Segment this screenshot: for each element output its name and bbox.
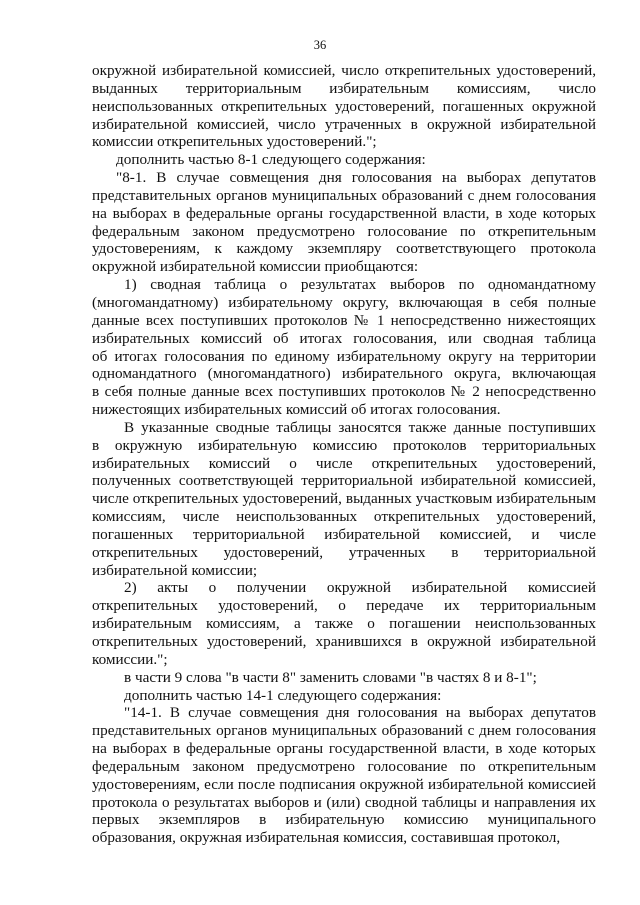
text-line: "14-1. В случае совмещения дня голосования на выборах депутатов — [124, 704, 596, 722]
text-line: окружной избирательной комиссией, число открепительных удостоверений, — [92, 62, 596, 79]
text-line: избирательных комиссий о числе открепительных удостоверений, — [92, 454, 596, 472]
paragraph — [92, 62, 596, 151]
text-line: комиссии."; — [92, 650, 168, 668]
text-line: "8-1. В случае совмещения дня голосования на выборах депутатов — [116, 169, 596, 187]
text-line: В указанные сводные таблицы заносятся также данные поступивших — [124, 418, 596, 436]
text-line: (многомандатному) избирательному округу, включающая в себя полные — [92, 293, 596, 311]
text-line: числе открепительных удостоверений, выданных участковым избирательным — [92, 490, 596, 508]
paragraph — [92, 579, 596, 668]
paragraph — [92, 419, 596, 580]
text-line: полученных соответствующей территориальной избирательной комиссией, — [92, 472, 596, 490]
text-line: нижестоящих избирательных комиссий об итогах голосования. — [92, 401, 501, 419]
text-line: избирательным комиссиям, а также о погашении неиспользованных — [92, 615, 596, 633]
text-line: в части 9 слова "в части 8" заменить словами "в частях 8 и 8-1"; — [124, 668, 537, 686]
text-line: избирательной комиссии; — [92, 561, 258, 579]
text-line: открепительных удостоверений, о передаче их территориальным — [92, 597, 596, 615]
paragraph — [92, 151, 596, 169]
text-line: федеральным законом предусмотрено голосование по открепительным — [92, 757, 596, 775]
text-line: избирательной комиссией, число утраченных в окружной избирательной — [92, 115, 596, 133]
text-line: 2) акты о получении окружной избирательной комиссией — [124, 579, 596, 597]
text-line: федеральным законом предусмотрено голосование по открепительным — [92, 222, 596, 240]
text-line: избирательных комиссий об итогах голосования, или сводная таблица — [92, 329, 596, 347]
text-line: 1) сводная таблица о результатах выборов по одномандатному — [124, 276, 596, 294]
text-line: выданных территориальным избирательным комиссиям, число — [92, 79, 596, 97]
text-line: об итогах голосования по единому избирательному округу на территории — [92, 347, 596, 365]
text-line: в окружную избирательную комиссию протоколов территориальных — [92, 436, 596, 454]
paragraph — [92, 169, 596, 276]
text-line: окружной избирательной комиссии приобщаются: — [92, 258, 419, 276]
text-line: представительных органов муниципальных образований с днем голосования — [92, 722, 596, 740]
text-line: образования, окружная избирательная комиссия, составившая протокол, — [92, 829, 561, 847]
text-line: открепительных удостоверений, утраченных в территориальной — [92, 543, 596, 561]
text-line: удостоверениям, если после подписания окружной избирательной комиссией — [92, 775, 596, 793]
text-line: удостоверениям, к каждому экземпляру соответствующего протокола — [92, 240, 596, 258]
paragraph — [92, 687, 596, 705]
text-line: дополнить частью 8-1 следующего содержания: — [116, 151, 426, 169]
document-body — [92, 62, 596, 847]
paragraph — [92, 276, 596, 419]
text-line: дополнить частью 14-1 следующего содержания: — [124, 686, 442, 704]
text-line: данные всех поступивших протоколов № 1 непосредственно нижестоящих — [92, 311, 596, 329]
paragraph — [92, 669, 596, 687]
text-line: протокола о результатах выборов и (или) сводной таблицы и направления их — [92, 793, 596, 811]
text-line: первых экземпляров в избирательную комиссию муниципального — [92, 811, 596, 829]
text-line: на выборах в федеральные органы государственной власти, в ходе которых — [92, 740, 596, 758]
text-line: комиссии открепительных удостоверений."; — [92, 133, 377, 151]
text-line: на выборах в федеральные органы государственной власти, в ходе которых — [92, 204, 596, 222]
text-line: представительных органов муниципальных образований с днем голосования — [92, 186, 596, 204]
page-number: 36 — [313, 38, 327, 52]
text-line: погашенных территориальной избирательной комиссией, и числе — [92, 525, 596, 543]
text-line: открепительных удостоверений, хранившихся в окружной избирательной — [92, 633, 596, 650]
paragraph — [92, 704, 596, 847]
text-line: комиссиям, числе неиспользованных открепительных удостоверений, — [92, 508, 596, 526]
text-line: неиспользованных открепительных удостоверений, погашенных окружной — [92, 97, 596, 115]
text-line: одномандатного (многомандатного) избирательного округа, включающая — [92, 365, 596, 383]
text-line: в себя полные данные всех поступивших протоколов № 2 непосредственно — [92, 383, 596, 401]
